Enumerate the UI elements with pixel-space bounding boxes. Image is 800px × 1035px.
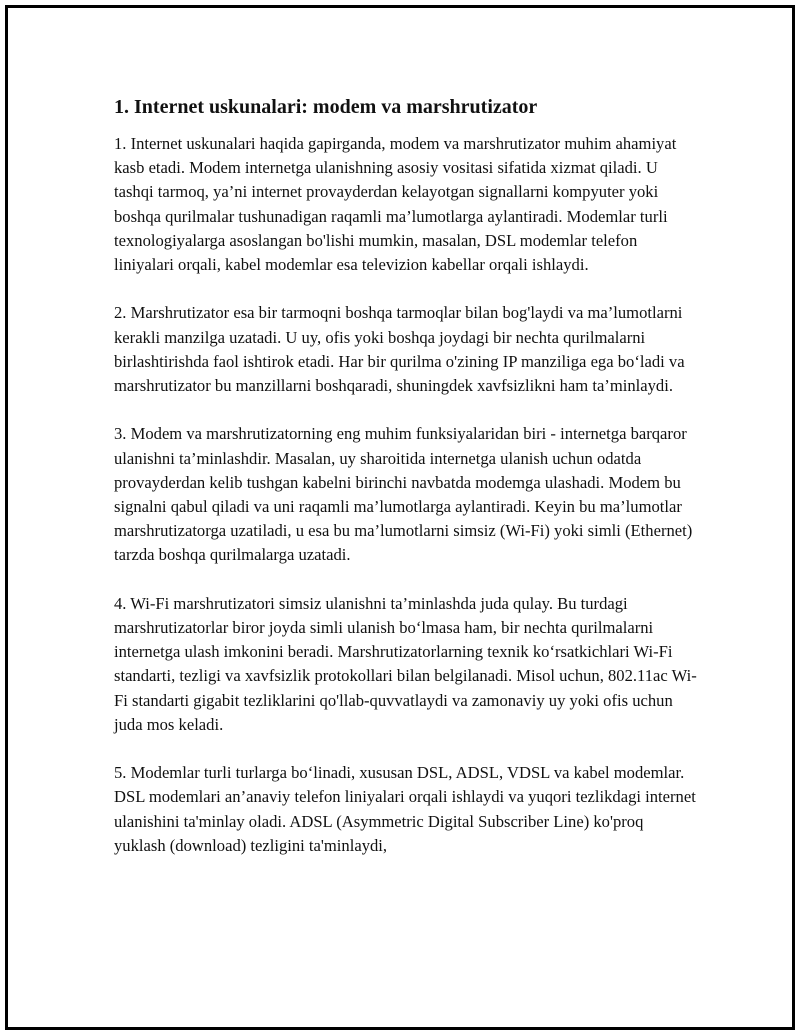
paragraph-3: 3. Modem va marshrutizatorning eng muhim funksiyalaridan biri - internetga barqaror ulanishni ta’minlashdir. Masalan, uy sharoitida internetga ulanish uchun odatda provayderdan kelib tushgan kabelni birinchi navbatda modemga ulashadi. Modem bu signalni qabul qiladi va uni raqamli ma’lumotlarga aylantiradi. Keyin bu ma’lumotlar marshrutizatorga uzatiladi, u esa bu ma’lumotlarni simsiz (Wi-Fi) yoki simli (Ethernet) tarzda boshqa qurilmalarga uzatadi.: [114, 424, 693, 565]
paragraph-1: 1. Internet uskunalari haqida gapirganda, modem va marshrutizator muhim ahamiyat kasb etadi. Modem internetga ulanishning asosiy vositasi sifatida xizmat qiladi. U tashqi tarmoq, ya’ni internet provayderdan kelayotgan signallarni kompyuter yoki boshqa qurilmalar tushunadigan raqamli ma’lumotlarga aylantiradi. Modemlar turli texnologiyalarga asoslangan bo'lishi mumkin, masalan, DSL modemlar telefon liniyalari orqali, kabel modemlar esa televizion kabellar orqali ishlaydi.: [114, 134, 677, 275]
document-title: 1. Internet uskunalari: modem va marshrutizator: [114, 96, 538, 118]
paragraph-2: 2. Marshrutizator esa bir tarmoqni boshqa tarmoqlar bilan bog'laydi va ma’lumotlarni kerakli manzilga uzatadi. U uy, ofis yoki boshqa joydagi bir nechta qurilmalarni birlashtirishda faol ishtirok etadi. Har bir qurilma o'zining IP manziliga ega bo‘ladi va marshrutizator bu manzillarni boshqaradi, shuningdek xavfsizlikni ham ta’minlaydi.: [114, 303, 685, 396]
paragraph-4: 4. Wi-Fi marshrutizatori simsiz ulanishni ta’minlashda juda qulay. Bu turdagi marshrutizatorlar biror joyda simli ulanish bo‘lmasa ham, bir nechta qurilmalarni internetga ulash imkonini beradi. Marshrutizatorlarning texnik ko‘rsatkichlari Wi-Fi standarti, tezligi va xavfsizlik protokollari bilan belgilanadi. Misol uchun, 802.11ac Wi-Fi standarti gigabit tezliklarini qo'llab-quvvatlaydi va zamonaviy uy yoki ofis uchun juda mos keladi.: [114, 593, 697, 734]
document-body: [114, 94, 699, 882]
paragraph-5: 5. Modemlar turli turlarga bo‘linadi, xususan DSL, ADSL, VDSL va kabel modemlar. DSL modemlari an’anaviy telefon liniyalari orqali ishlaydi va yuqori tezlikdagi internet ulanishini ta'minlay oladi. ADSL (Asymmetric Digital Subscriber Line) ko'proq yuklash (download) tezligini ta'minlaydi,: [114, 763, 696, 855]
